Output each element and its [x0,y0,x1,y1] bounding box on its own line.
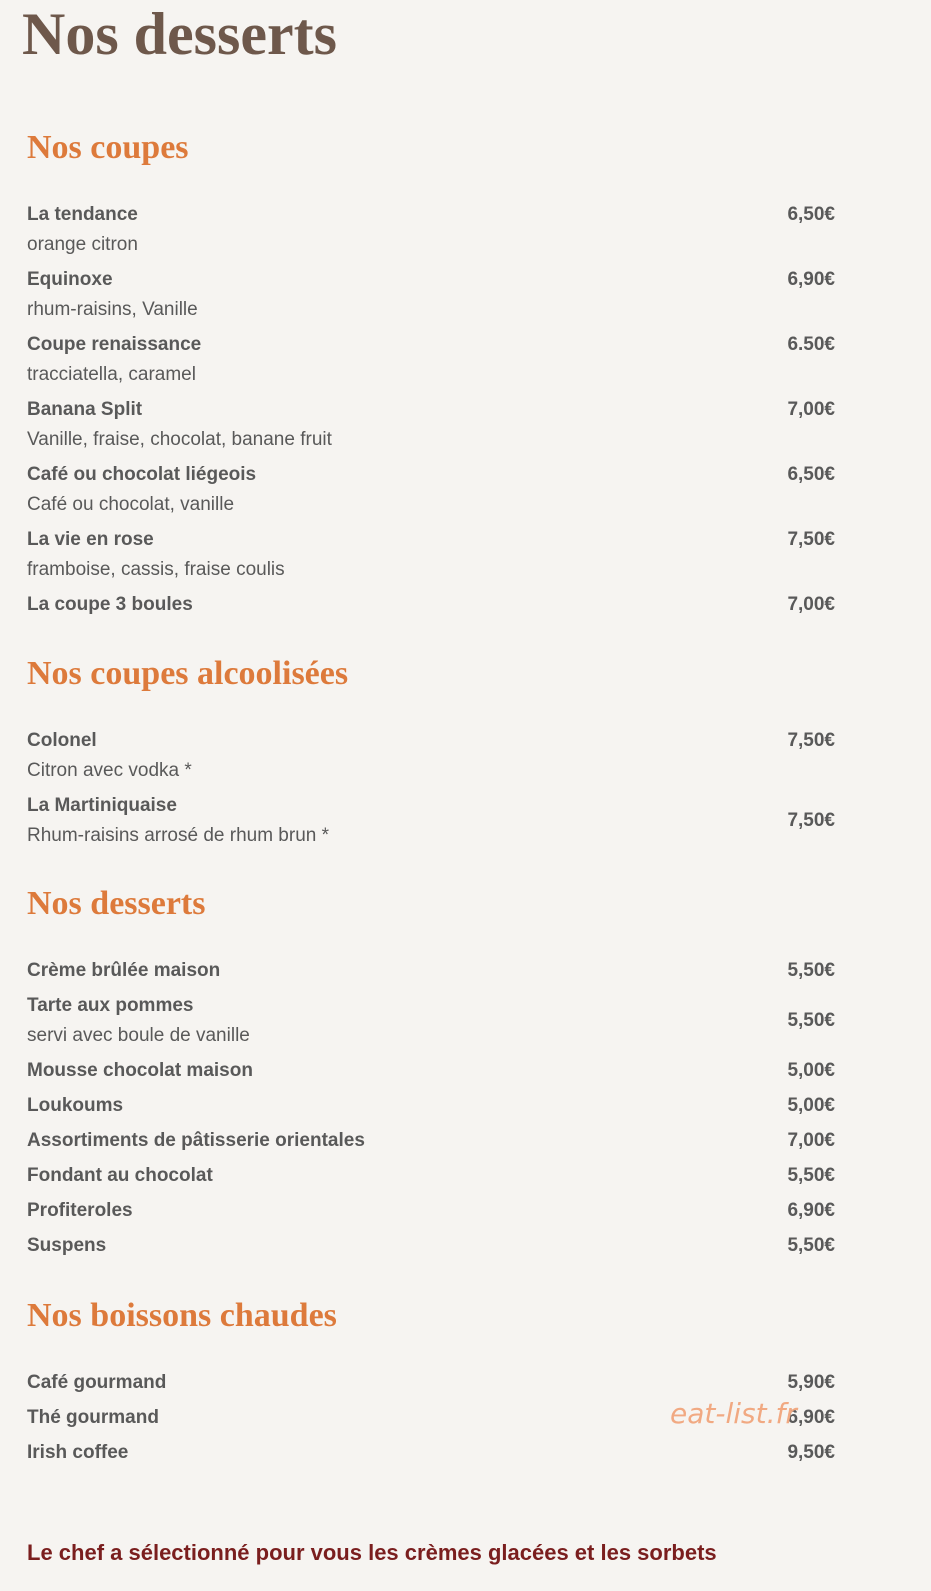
menu-item [27,460,835,520]
section-coupes-alcoolisees [27,650,835,851]
item-price: 7,00€ [787,399,835,420]
item-name: La coupe 3 boules [27,594,193,615]
menu-item [27,791,835,851]
page-title: Nos desserts [22,1,337,67]
item-price: 7,50€ [787,730,835,751]
item-name: Loukoums [27,1095,124,1116]
item-description: Citron avec vodka * [27,760,192,781]
item-description: tracciatella, caramel [27,364,196,385]
item-name: Café ou chocolat liégeois [27,464,257,485]
menu-item [27,1056,835,1086]
item-name: La tendance [27,204,138,225]
item-name: Mousse chocolat maison [27,1060,253,1081]
item-name: La vie en rose [27,529,154,550]
menu-item [27,525,835,585]
menu-item [27,1438,835,1468]
item-name: Thé gourmand [27,1407,159,1428]
menu-item [27,330,835,390]
section-desserts [27,880,835,1261]
menu-item [27,590,835,620]
item-price: 5,50€ [787,1165,835,1186]
item-price: 5,50€ [787,960,835,981]
menu-item [27,1161,835,1191]
item-price: 7,50€ [787,529,835,550]
menu-item [27,1368,835,1398]
section-title: Nos boissons chaudes [27,1297,337,1334]
item-name: Irish coffee [27,1442,129,1463]
item-description: Rhum-raisins arrosé de rhum brun * [27,825,330,846]
menu-item [27,991,835,1051]
item-price: 6,90€ [787,1407,835,1428]
item-name: Fondant au chocolat [27,1165,213,1186]
item-name: Tarte aux pommes [27,995,194,1016]
menu-item [27,956,835,986]
item-price: 5,90€ [787,1372,835,1393]
item-description: orange citron [27,234,138,255]
section-title: Nos desserts [27,885,206,922]
item-name: La Martiniquaise [27,795,177,816]
item-name: Crème brûlée maison [27,960,221,981]
item-price: 6.50€ [787,334,835,355]
section-title: Nos coupes alcoolisées [27,655,349,692]
item-price: 5,50€ [787,1010,835,1031]
item-name: Assortiments de pâtisserie orientales [27,1130,365,1151]
watermark: eat-list.fr [670,1397,797,1430]
section-coupes [27,124,835,620]
item-description: servi avec boule de vanille [27,1025,250,1046]
item-price: 6,50€ [787,464,835,485]
item-name: Colonel [27,730,97,751]
menu-item [27,726,835,786]
item-name: Banana Split [27,399,143,420]
item-price: 7,00€ [787,1130,835,1151]
item-price: 6,50€ [787,204,835,225]
section-title: Nos coupes [27,129,189,166]
menu-item [27,265,835,325]
item-price: 7,00€ [787,594,835,615]
item-description: framboise, cassis, fraise coulis [27,559,285,580]
item-name: Suspens [27,1235,107,1256]
item-description: Café ou chocolat, vanille [27,494,235,515]
item-name: Coupe renaissance [27,334,202,355]
menu-item [27,1231,835,1261]
menu-item [27,1091,835,1121]
menu-item [27,395,835,455]
footer-note: Le chef a sélectionné pour vous les crèmes glacées et les sorbets [27,1540,717,1565]
item-price: 5,00€ [787,1060,835,1081]
item-price: 6,90€ [787,269,835,290]
item-price: 6,90€ [787,1200,835,1221]
item-description: rhum-raisins, Vanille [27,299,198,320]
item-name: Profiteroles [27,1200,133,1221]
menu-item [27,200,835,260]
item-description: Vanille, fraise, chocolat, banane fruit [27,429,332,450]
menu-item [27,1126,835,1156]
menu-item [27,1196,835,1226]
item-name: Café gourmand [27,1372,167,1393]
item-price: 5,50€ [787,1235,835,1256]
item-price: 9,50€ [787,1442,835,1463]
section-boissons-chaudes [27,1292,835,1468]
item-name: Equinoxe [27,269,113,290]
item-price: 5,00€ [787,1095,835,1116]
item-price: 7,50€ [787,810,835,831]
